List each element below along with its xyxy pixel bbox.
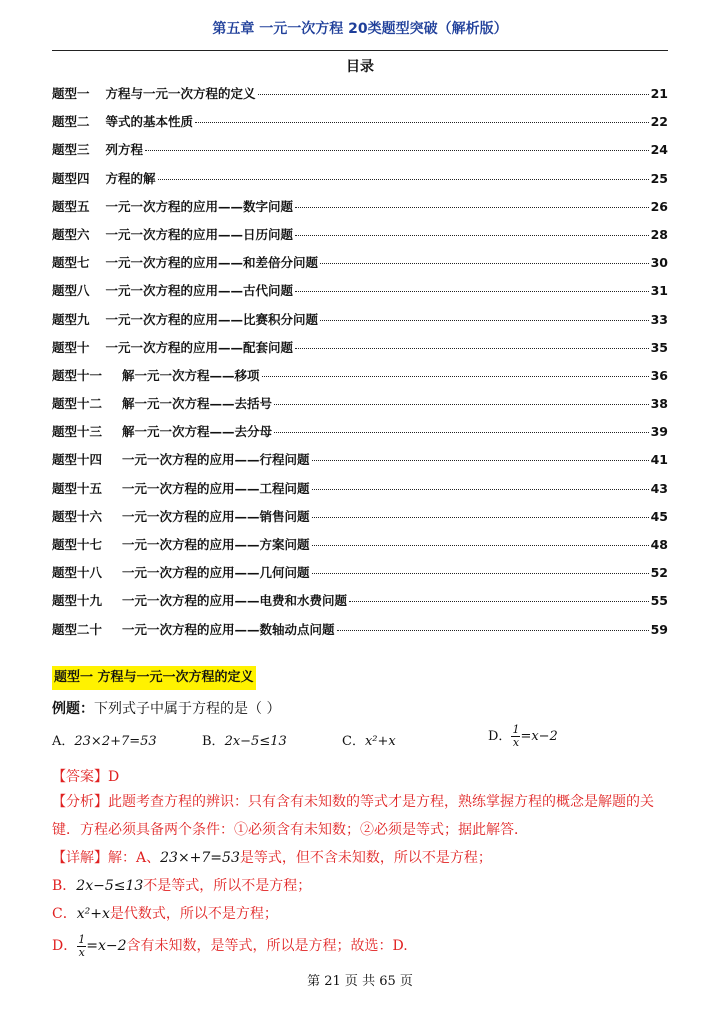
toc-entry-number: 题型九 <box>52 311 90 327</box>
toc-entry[interactable] <box>52 450 668 478</box>
option-expr: x²+x <box>364 734 396 749</box>
toc-entry-page: 45 <box>650 508 668 524</box>
toc-leader-dots <box>312 460 649 461</box>
detail-lead: 【详解】解：A、 <box>52 850 161 866</box>
toc-entry-text: 一元一次方程的应用——电费和水费问题 <box>122 593 348 609</box>
toc-leader-dots <box>262 376 649 377</box>
answer: 【答案】D <box>52 769 120 785</box>
toc-entry-text: 解一元一次方程——去分母 <box>122 424 273 440</box>
toc-entry-text: 方程与一元一次方程的定义 <box>105 86 256 101</box>
toc-leader-dots <box>145 150 649 151</box>
toc-entry-number: 题型二 <box>52 114 90 130</box>
analysis: 【分析】此题考查方程的辨识：只有含有未知数的等式才是方程，熟练掌握方程的概念是解题的关键．方程必须具备两个条件：①必须含有未知数；②必须是等式；据此解答． <box>52 794 654 838</box>
toc-entry-page: 38 <box>650 396 668 412</box>
table-of-contents <box>52 84 668 648</box>
document-title: 第五章 一元一次方程 20类题型突破（解析版） <box>212 21 508 37</box>
toc-entry[interactable] <box>52 310 668 338</box>
toc-entry-page: 30 <box>650 255 668 271</box>
toc-entry-number: 题型十五 <box>52 480 103 496</box>
toc-entry-text: 列方程 <box>105 142 144 158</box>
toc-leader-dots <box>158 179 649 180</box>
toc-entry-text: 一元一次方程的应用——工程问题 <box>122 480 310 496</box>
toc-entry-page: 28 <box>650 226 668 242</box>
toc-leader-dots <box>337 630 649 631</box>
toc-entry-text: 解一元一次方程——去括号 <box>122 396 273 412</box>
detail-expr: x²+x <box>76 906 110 922</box>
toc-entry-number: 题型十一 <box>52 367 103 383</box>
toc-entry-number: 题型十三 <box>52 424 103 440</box>
toc-leader-dots <box>295 291 649 292</box>
toc-entry[interactable] <box>52 394 668 422</box>
toc-entry-number: 题型三 <box>52 142 90 158</box>
toc-leader-dots <box>312 517 649 518</box>
toc-leader-dots <box>320 320 649 321</box>
toc-leader-dots <box>312 545 649 546</box>
toc-entry[interactable] <box>52 620 668 648</box>
toc-entry[interactable] <box>52 169 668 197</box>
example-label: 例题： <box>52 701 94 717</box>
toc-leader-dots <box>295 235 649 236</box>
toc-entry-page: 33 <box>650 311 668 327</box>
option-d <box>488 724 558 749</box>
toc-entry-page: 35 <box>650 339 668 355</box>
option-expr: =x−2 <box>520 729 558 744</box>
toc-entry-number: 题型十八 <box>52 565 103 581</box>
toc-entry-text: 等式的基本性质 <box>105 114 194 130</box>
toc-entry-page: 26 <box>650 198 668 214</box>
toc-entry-page: 22 <box>650 114 668 130</box>
toc-entry[interactable] <box>52 281 668 309</box>
toc-entry-number: 题型七 <box>52 255 90 271</box>
toc-entry-page: 36 <box>650 367 668 383</box>
toc-entry[interactable] <box>52 479 668 507</box>
toc-entry-number: 题型八 <box>52 283 90 299</box>
toc-leader-dots <box>312 573 649 574</box>
toc-entry-page: 41 <box>650 452 668 468</box>
toc-entry-number: 题型一 <box>52 86 90 101</box>
toc-leader-dots <box>295 207 649 208</box>
toc-leader-dots <box>320 263 649 264</box>
example-question <box>52 698 280 718</box>
toc-entry[interactable] <box>52 225 668 253</box>
detail-text: 是代数式，所以不是方程； <box>109 906 278 922</box>
toc-entry-page: 48 <box>650 537 668 552</box>
toc-entry-number: 题型四 <box>52 170 90 186</box>
toc-entry-page: 31 <box>650 283 668 299</box>
toc-leader-dots <box>258 94 649 95</box>
option-expr: 23×2+7=53 <box>74 734 157 749</box>
toc-entry[interactable] <box>52 197 668 225</box>
toc-entry-text: 方程的解 <box>105 170 156 186</box>
page-footer: 第 21 页 共 65 页 <box>307 974 413 989</box>
toc-entry-number: 题型十 <box>52 339 90 355</box>
option-c <box>342 730 396 749</box>
fraction-denominator: x <box>78 945 85 959</box>
toc-leader-dots <box>274 432 649 433</box>
detail-line-c <box>52 900 672 928</box>
toc-entry[interactable] <box>52 84 668 112</box>
toc-entry-text: 一元一次方程的应用——比赛积分问题 <box>105 311 319 327</box>
option-letter: A． <box>52 734 75 749</box>
detail-text: 不是等式，所以不是方程； <box>143 878 312 894</box>
detail-expr: 2x−5≤13 <box>76 878 144 894</box>
toc-entry-text: 一元一次方程的应用——几何问题 <box>122 565 310 581</box>
toc-entry-page: 59 <box>650 621 668 637</box>
toc-entry-number: 题型十六 <box>52 508 103 524</box>
fraction-denominator: x <box>512 736 520 749</box>
toc-entry[interactable] <box>52 422 668 450</box>
option-expr: 2x−5≤13 <box>224 734 287 749</box>
toc-entry[interactable] <box>52 591 668 619</box>
toc-entry-text: 一元一次方程的应用——日历问题 <box>105 226 294 242</box>
option-letter: D． <box>488 729 512 744</box>
toc-entry-page: 21 <box>650 86 668 101</box>
toc-entry-text: 一元一次方程的应用——和差倍分问题 <box>105 255 319 271</box>
detail-line-a <box>52 844 672 872</box>
toc-entry[interactable] <box>52 563 668 591</box>
toc-entry-page: 55 <box>650 593 668 609</box>
toc-entry-text: 一元一次方程的应用——古代问题 <box>105 283 294 299</box>
toc-leader-dots <box>349 601 649 602</box>
toc-leader-dots <box>274 404 649 405</box>
toc-entry-page: 25 <box>650 170 668 186</box>
toc-entry-number: 题型六 <box>52 226 90 242</box>
page-header <box>52 14 668 51</box>
toc-entry-number: 题型十二 <box>52 396 103 412</box>
detail-text: 含有未知数，是等式，所以是方程；故选：D. <box>126 938 408 954</box>
detail-expr: 23×+7=53 <box>160 850 240 866</box>
detail-letter: C． <box>52 906 77 922</box>
toc-leader-dots <box>312 489 649 490</box>
toc-entry-page: 39 <box>650 424 668 440</box>
toc-entry[interactable] <box>52 507 668 535</box>
toc-entry-page: 52 <box>650 565 668 581</box>
section-heading: 题型一 方程与一元一次方程的定义 <box>52 666 256 690</box>
detail-text: 是等式，但不含未知数，所以不是方程； <box>239 850 492 866</box>
toc-entry-page: 24 <box>650 142 668 158</box>
toc-entry-number: 题型二十 <box>52 621 103 637</box>
toc-entry-number: 题型五 <box>52 198 90 214</box>
detail-line-b <box>52 872 672 900</box>
toc-title: 目录 <box>346 59 374 75</box>
detail-line-d <box>52 932 672 960</box>
toc-entry[interactable] <box>52 338 668 366</box>
option-a <box>52 730 157 749</box>
detail-letter: B． <box>52 878 77 894</box>
toc-entry[interactable] <box>52 366 668 394</box>
answer-options <box>52 723 672 760</box>
fraction <box>77 934 86 959</box>
toc-entry-number: 题型十九 <box>52 593 103 609</box>
toc-entry-text: 一元一次方程的应用——行程问题 <box>122 452 310 468</box>
toc-entry-number: 题型十四 <box>52 452 103 468</box>
toc-entry[interactable] <box>52 112 668 140</box>
toc-entry-text: 一元一次方程的应用——销售问题 <box>122 508 310 524</box>
example-question-text: 下列式子中属于方程的是（ ） <box>94 701 281 717</box>
toc-leader-dots <box>295 348 649 349</box>
fraction-numerator: 1 <box>512 723 520 736</box>
option-letter: B． <box>202 734 225 749</box>
toc-entry[interactable] <box>52 535 668 563</box>
toc-leader-dots <box>195 122 649 123</box>
detail-letter: D． <box>52 938 78 954</box>
toc-entry-number: 题型十七 <box>52 537 103 552</box>
toc-entry-page: 43 <box>650 480 668 496</box>
toc-entry-text: 一元一次方程的应用——方案问题 <box>122 537 310 552</box>
toc-entry[interactable] <box>52 140 668 168</box>
option-b <box>202 730 287 749</box>
toc-entry-text: 一元一次方程的应用——数轴动点问题 <box>122 621 335 637</box>
detail-expr: =x−2 <box>86 938 127 954</box>
toc-entry-text: 解一元一次方程——移项 <box>122 367 260 383</box>
toc-entry[interactable] <box>52 253 668 281</box>
toc-entry-text: 一元一次方程的应用——配套问题 <box>105 339 294 355</box>
option-letter: C． <box>342 734 365 749</box>
fraction-numerator: 1 <box>78 932 86 946</box>
toc-entry-text: 一元一次方程的应用——数字问题 <box>105 198 294 214</box>
